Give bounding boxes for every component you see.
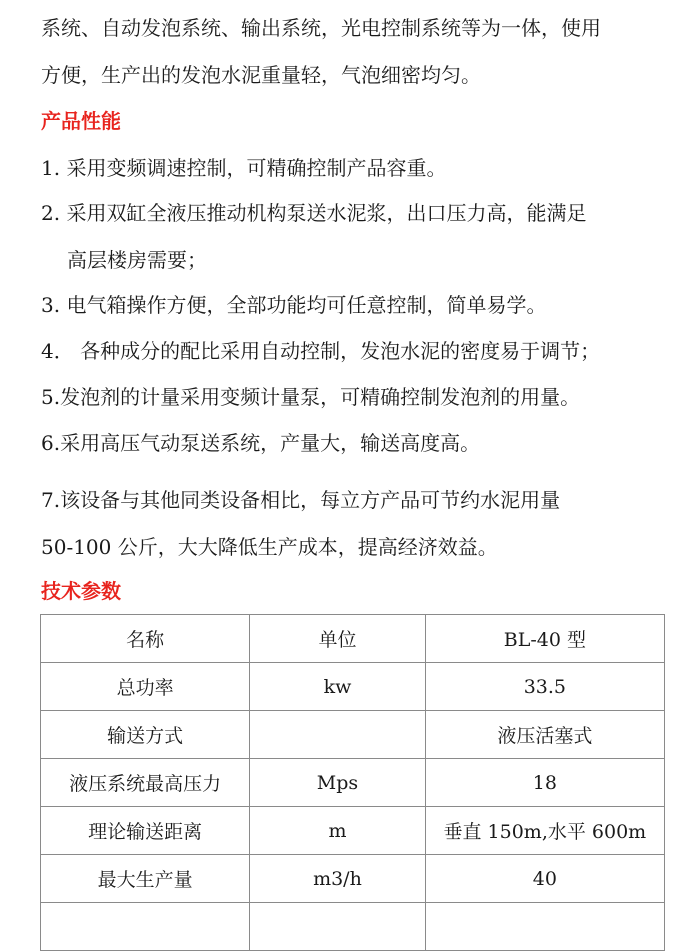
- cell-unit: kw: [250, 663, 425, 711]
- intro-line-2: 方便，生产出的发泡水泥重量轻，气泡细密均匀。: [41, 63, 481, 87]
- header-model: BL-40 型: [425, 615, 664, 663]
- cell-value: 33.5: [425, 663, 664, 711]
- performance-item-6: 6.采用高压气动泵送系统，产量大，输送高度高。: [41, 431, 481, 455]
- cell-name: [41, 903, 250, 951]
- performance-heading: 产品性能: [41, 109, 121, 133]
- performance-item-2-cont: 高层楼房需要；: [67, 248, 207, 272]
- performance-item-4: 4． 各种成分的配比采用自动控制，发泡水泥的密度易于调节；: [41, 339, 601, 363]
- header-name: 名称: [41, 615, 250, 663]
- cell-unit: m: [250, 807, 425, 855]
- table-row: [41, 759, 665, 807]
- intro-line-1: 系统、自动发泡系统、输出系统，光电控制系统等为一体，使用: [41, 16, 601, 40]
- cell-value: 液压活塞式: [425, 711, 664, 759]
- table-row: [41, 903, 665, 951]
- specs-table: [40, 614, 665, 951]
- cell-name: 液压系统最高压力: [41, 759, 250, 807]
- cell-name: 理论输送距离: [41, 807, 250, 855]
- performance-item-7: 7.该设备与其他同类设备相比，每立方产品可节约水泥用量: [41, 488, 561, 512]
- performance-item-1: 1. 采用变频调速控制，可精确控制产品容重。: [41, 156, 447, 180]
- cell-value: 40: [425, 855, 664, 903]
- header-unit: 单位: [250, 615, 425, 663]
- cell-unit: Mps: [250, 759, 425, 807]
- cell-name: 输送方式: [41, 711, 250, 759]
- table-row: [41, 711, 665, 759]
- performance-item-3: 3. 电气箱操作方便，全部功能均可任意控制，简单易学。: [41, 293, 547, 317]
- performance-item-5: 5.发泡剂的计量采用变频计量泵，可精确控制发泡剂的用量。: [41, 385, 581, 409]
- table-row: [41, 807, 665, 855]
- table-row: [41, 663, 665, 711]
- specs-heading: 技术参数: [41, 579, 121, 603]
- cell-name: 最大生产量: [41, 855, 250, 903]
- cell-name: 总功率: [41, 663, 250, 711]
- performance-item-7-cont: 50-100 公斤，大大降低生产成本，提高经济效益。: [41, 535, 498, 559]
- cell-unit: [250, 711, 425, 759]
- cell-value: [425, 903, 664, 951]
- cell-unit: m3/h: [250, 855, 425, 903]
- cell-value: 18: [425, 759, 664, 807]
- performance-item-2: 2. 采用双缸全液压推动机构泵送水泥浆，出口压力高，能满足: [41, 201, 587, 225]
- cell-unit: [250, 903, 425, 951]
- table-header-row: [41, 615, 665, 663]
- cell-value: 垂直 150m,水平 600m: [425, 807, 664, 855]
- table-row: [41, 855, 665, 903]
